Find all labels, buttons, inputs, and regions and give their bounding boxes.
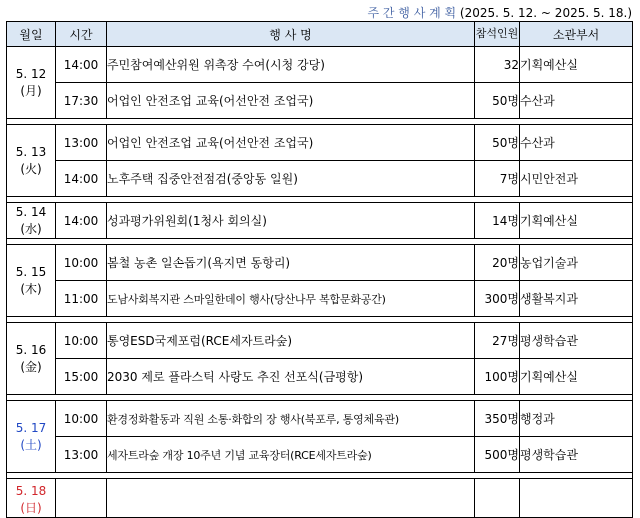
header-attendance: 참석인원 [475, 22, 520, 47]
event-name: 통영ESD국제포럼(RCE세자트라숲) [107, 323, 475, 359]
event-name: 환경정화활동과 직원 소통·화합의 장 행사(북포루, 통영체육관) [107, 401, 475, 437]
date-text: 5. 18 [15, 484, 47, 498]
day-date-cell [7, 323, 56, 395]
empty-cell [56, 479, 107, 518]
event-time: 14:00 [56, 47, 107, 83]
event-attendance: 32 [475, 47, 520, 83]
event-time: 15:00 [56, 359, 107, 395]
event-name: 어업인 안전조업 교육(어선안전 조업국) [107, 83, 475, 119]
event-row [7, 401, 633, 437]
event-row [7, 83, 633, 119]
date-range: (2025. 5. 12. ~ 2025. 5. 18.) [459, 6, 632, 20]
date-text: 5. 14 [15, 204, 47, 219]
event-attendance: 500명 [475, 437, 520, 473]
event-attendance: 14명 [475, 203, 520, 239]
event-department: 생활복지과 [520, 281, 633, 317]
empty-cell [107, 479, 475, 518]
header-department: 소관부서 [520, 22, 633, 47]
event-row [7, 323, 633, 359]
event-name: 성과평가위원회(1청사 회의실) [107, 203, 475, 239]
date-text: 5. 12 [15, 66, 47, 81]
event-time: 17:30 [56, 83, 107, 119]
header-time: 시간 [56, 22, 107, 47]
event-attendance: 50명 [475, 83, 520, 119]
event-name: 봄철 농촌 일손돕기(욕지면 동항리) [107, 245, 475, 281]
weekly-schedule-table [6, 21, 633, 518]
event-time: 10:00 [56, 323, 107, 359]
title-text: 주 간 행 사 계 획 [367, 6, 457, 20]
header-event: 행 사 명 [107, 22, 475, 47]
event-row [7, 125, 633, 161]
event-name: 2030 제로 플라스틱 사랑도 추진 선포식(금평항) [107, 359, 475, 395]
event-row [7, 47, 633, 83]
event-attendance: 20명 [475, 245, 520, 281]
day-date-cell [7, 401, 56, 473]
event-time: 11:00 [56, 281, 107, 317]
weekday-text: (金) [20, 359, 42, 374]
day-date-cell [7, 125, 56, 197]
event-name: 노후주택 집중안전점검(중앙동 일원) [107, 161, 475, 197]
event-attendance: 27명 [475, 323, 520, 359]
event-department: 평생학습관 [520, 323, 633, 359]
event-attendance: 7명 [475, 161, 520, 197]
event-time: 13:00 [56, 125, 107, 161]
event-department: 수산과 [520, 83, 633, 119]
event-row [7, 161, 633, 197]
weekday-text: (土) [20, 437, 42, 452]
event-time: 14:00 [56, 161, 107, 197]
empty-cell [520, 479, 633, 518]
event-row [7, 281, 633, 317]
event-name: 도남사회복지관 스마일한데이 행사(당산나무 복합문화공간) [107, 281, 475, 317]
event-row [7, 437, 633, 473]
event-attendance: 350명 [475, 401, 520, 437]
event-attendance: 50명 [475, 125, 520, 161]
weekday-text: (日) [20, 501, 42, 515]
event-attendance: 100명 [475, 359, 520, 395]
event-time: 14:00 [56, 203, 107, 239]
header-date: 월일 [7, 22, 56, 47]
event-department: 행정과 [520, 401, 633, 437]
date-text: 5. 13 [15, 144, 47, 159]
date-text: 5. 15 [15, 264, 47, 279]
date-text: 5. 17 [15, 420, 47, 435]
day-date-cell [7, 203, 56, 239]
event-department: 농업기술과 [520, 245, 633, 281]
event-department: 수산과 [520, 125, 633, 161]
event-department: 시민안전과 [520, 161, 633, 197]
event-row [7, 359, 633, 395]
day-date-cell [7, 245, 56, 317]
date-text: 5. 16 [15, 342, 47, 357]
empty-cell [475, 479, 520, 518]
header-row [7, 22, 633, 47]
weekday-text: (月) [20, 83, 42, 98]
event-attendance: 300명 [475, 281, 520, 317]
event-row [7, 245, 633, 281]
event-department: 평생학습관 [520, 437, 633, 473]
event-row [7, 203, 633, 239]
weekday-text: (木) [20, 281, 42, 296]
event-name: 어업인 안전조업 교육(어선안전 조업국) [107, 125, 475, 161]
event-department: 기획예산실 [520, 47, 633, 83]
page-title [367, 4, 632, 21]
event-time: 10:00 [56, 401, 107, 437]
event-name: 주민참여예산위원 위촉장 수여(시청 강당) [107, 47, 475, 83]
schedule-body [7, 47, 633, 518]
event-time: 10:00 [56, 245, 107, 281]
event-name: 세자트라숲 개장 10주년 기념 교육장터(RCE세자트라숲) [107, 437, 475, 473]
day-date-cell [7, 479, 56, 518]
event-time: 13:00 [56, 437, 107, 473]
event-department: 기획예산실 [520, 203, 633, 239]
weekday-text: (火) [20, 161, 42, 176]
day-date-cell [7, 47, 56, 119]
weekday-text: (水) [20, 221, 42, 236]
event-department: 기획예산실 [520, 359, 633, 395]
day-row [7, 479, 633, 518]
